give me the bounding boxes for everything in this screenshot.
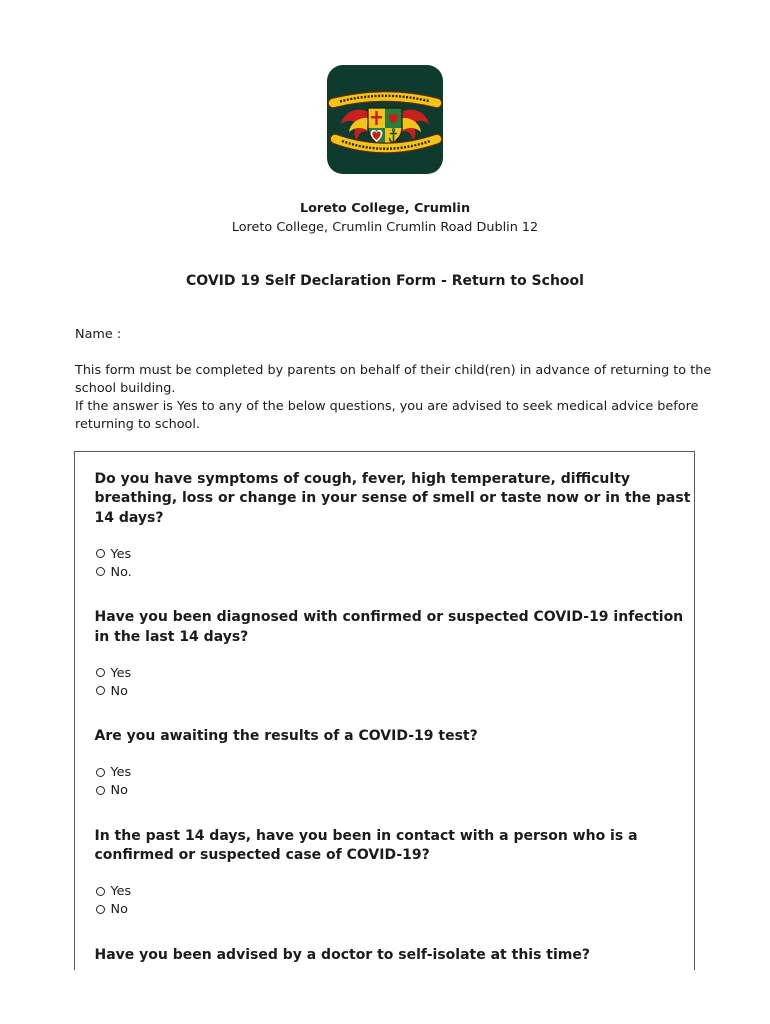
option-yes[interactable] bbox=[96, 764, 697, 782]
option-no[interactable] bbox=[96, 782, 697, 800]
yes-radio-button[interactable] bbox=[96, 887, 105, 896]
answer-options bbox=[95, 764, 697, 800]
option-label[interactable]: No bbox=[110, 902, 128, 917]
option-label[interactable]: Yes bbox=[110, 546, 132, 562]
yes-radio-button[interactable] bbox=[96, 768, 105, 777]
name-label: Name : bbox=[75, 327, 122, 342]
school-crest-icon bbox=[327, 65, 443, 174]
option-no[interactable] bbox=[96, 901, 697, 919]
no-radio-button[interactable] bbox=[96, 905, 105, 914]
question-text: Have you been diagnosed with confirmed or suspected COVID-19 infection in the last 14 days? bbox=[94, 609, 684, 645]
no-radio-button[interactable] bbox=[96, 786, 105, 795]
option-yes[interactable] bbox=[96, 883, 697, 901]
option-no[interactable] bbox=[96, 683, 697, 701]
option-yes[interactable] bbox=[96, 546, 697, 564]
school-crest-logo bbox=[327, 65, 443, 174]
option-label[interactable]: No bbox=[110, 783, 128, 798]
option-label[interactable]: No. bbox=[110, 564, 132, 580]
question-text: Are you awaiting the results of a COVID-19 test? bbox=[94, 728, 478, 745]
no-radio-button[interactable] bbox=[96, 567, 105, 576]
school-name: Loreto College, Crumlin bbox=[299, 201, 471, 216]
question-block bbox=[95, 827, 697, 919]
question-block bbox=[95, 470, 697, 582]
yes-radio-button[interactable] bbox=[96, 668, 105, 677]
no-radio-button[interactable] bbox=[96, 686, 105, 695]
answer-options bbox=[95, 883, 697, 919]
option-label[interactable]: No bbox=[110, 683, 128, 699]
instructions-paragraph: This form must be completed by parents on behalf of their child(ren) in advance of returning to the school building. bbox=[75, 363, 712, 396]
school-address: Loreto College, Crumlin Crumlin Road Dublin 12 bbox=[231, 220, 539, 235]
question-text: Do you have symptoms of cough, fever, high temperature, difficulty breathing, loss or change in your sense of smell or taste now or in the past 14 days? bbox=[94, 470, 691, 526]
question-block bbox=[95, 727, 697, 800]
instructions-paragraph: If the answer is Yes to any of the below questions, you are advised to seek medical advice before returning to school. bbox=[75, 399, 699, 432]
option-label[interactable]: Yes bbox=[110, 765, 132, 780]
option-label[interactable]: Yes bbox=[110, 665, 132, 681]
answer-options bbox=[95, 665, 697, 701]
option-yes[interactable] bbox=[96, 665, 697, 683]
question-block bbox=[95, 608, 697, 700]
question-block bbox=[95, 946, 697, 966]
answer-options bbox=[95, 546, 697, 582]
question-text: Have you been advised by a doctor to self-isolate at this time? bbox=[94, 946, 590, 963]
yes-radio-button[interactable] bbox=[96, 549, 105, 558]
questions-panel bbox=[74, 451, 695, 970]
question-list bbox=[95, 470, 697, 966]
instructions bbox=[75, 362, 725, 434]
crest-top-scroll bbox=[333, 96, 437, 103]
question-text: In the past 14 days, have you been in contact with a person who is a confirmed or suspected case of COVID-19? bbox=[94, 827, 638, 864]
option-label[interactable]: Yes bbox=[110, 884, 132, 899]
form-title: COVID 19 Self Declaration Form - Return to School bbox=[186, 273, 584, 289]
option-no[interactable] bbox=[96, 564, 697, 582]
